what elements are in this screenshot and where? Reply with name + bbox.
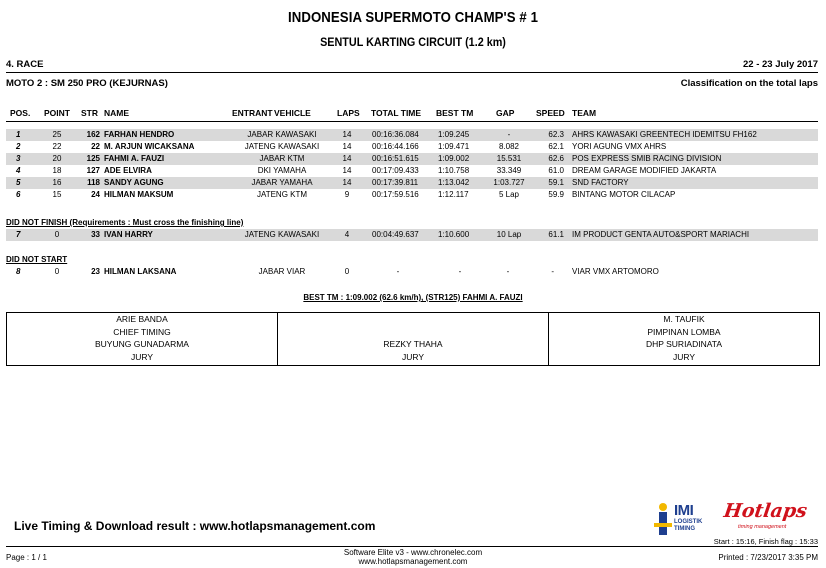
cell-pos: 2 xyxy=(16,142,21,151)
cell-team: POS EXPRESS SMIB RACING DIVISION xyxy=(572,154,722,163)
cell-str: 125 xyxy=(86,154,100,163)
cell-best-tm: 1:09.245 xyxy=(438,130,470,139)
cell-laps: 14 xyxy=(342,154,352,163)
col-team: TEAM xyxy=(572,108,597,118)
cell-point: 18 xyxy=(52,166,62,175)
officials-right xyxy=(549,313,819,365)
cell-best-tm: 1:09.471 xyxy=(438,142,470,151)
cell-total-time: 00:16:36.084 xyxy=(372,130,419,139)
col-best-tm: BEST TM xyxy=(436,108,474,118)
cell-point: 16 xyxy=(52,178,62,187)
official-role: JURY xyxy=(130,351,154,362)
official-name: DHP SURIADINATA xyxy=(645,339,723,349)
live-timing-link[interactable]: Live Timing & Download result : www.hotlapsmanagement.com xyxy=(14,519,376,533)
cell-str: 24 xyxy=(91,190,100,199)
column-header-row xyxy=(6,107,818,119)
event-date: 22 - 23 July 2017 xyxy=(743,59,818,70)
col-entrant: ENTRANT xyxy=(232,108,273,118)
cell-speed: 62.3 xyxy=(548,130,564,139)
cell-name: FAHMI A. FAUZI xyxy=(104,154,165,163)
cell-entrant-vehicle: JABAR YAMAHA xyxy=(251,178,313,187)
imi-logo xyxy=(654,501,718,537)
cell-gap: - xyxy=(506,267,510,276)
cell-pos: 7 xyxy=(16,230,21,239)
cell-team: YORI AGUNG VMX AHRS xyxy=(572,142,667,151)
cell-point: 0 xyxy=(54,267,60,276)
cell-laps: 14 xyxy=(342,166,352,175)
hotlaps-logo-text: Hotlaps xyxy=(722,500,809,522)
official-role: CHIEF TIMING xyxy=(113,326,171,337)
table-row xyxy=(6,189,818,201)
cell-pos: 6 xyxy=(16,190,21,199)
cell-gap: - xyxy=(507,130,511,139)
cell-total-time: 00:17:39.811 xyxy=(372,178,419,187)
dnf-section-title: DID NOT FINISH (Requirements : Must cross the finishing line) xyxy=(6,218,244,227)
official-role xyxy=(278,326,548,339)
official-name: BUYUNG GUNADARMA xyxy=(95,339,189,349)
official-name xyxy=(278,313,548,326)
cell-gap: 33.349 xyxy=(496,166,522,175)
cell-total-time: 00:16:51.615 xyxy=(372,154,419,163)
col-name: NAME xyxy=(104,108,130,118)
cell-point: 25 xyxy=(52,130,62,139)
hotlaps-logo xyxy=(720,500,818,536)
official-name: REZKY THAHA xyxy=(383,339,443,349)
page-subtitle: SENTUL KARTING CIRCUIT (1.2 km) xyxy=(320,35,506,49)
cell-speed: 62.6 xyxy=(548,154,564,163)
cell-entrant-vehicle: JABAR KAWASAKI xyxy=(247,130,317,139)
cell-point: 22 xyxy=(52,142,62,151)
cell-gap: 1:03.727 xyxy=(493,178,525,187)
table-row xyxy=(6,165,818,177)
footer-website: www.hotlapsmanagement.com xyxy=(358,557,468,566)
cell-speed: 59.1 xyxy=(548,178,564,187)
cell-best-tm: 1:12.117 xyxy=(438,190,469,199)
imi-logo-sub-1: LOGISTIK xyxy=(674,519,703,525)
cell-entrant-vehicle: DKI YAMAHA xyxy=(257,166,307,175)
cell-str: 23 xyxy=(91,267,100,276)
officials-table xyxy=(6,312,820,366)
col-pos: POS. xyxy=(10,108,31,118)
imi-logo-text: IMI xyxy=(674,502,694,519)
column-header-divider xyxy=(6,121,818,122)
col-str: STR xyxy=(81,108,98,118)
cell-team: VIAR VMX ARTOMORO xyxy=(572,267,659,276)
cell-entrant-vehicle: JATENG KAWASAKI xyxy=(244,230,320,239)
table-row xyxy=(6,141,818,153)
official-name: ARIE BANDA xyxy=(116,314,168,324)
header-divider xyxy=(6,72,818,73)
cell-laps: 9 xyxy=(344,190,350,199)
cell-str: 162 xyxy=(86,130,100,139)
software-credit: Software Elite v3 - www.chronelec.com xyxy=(343,548,483,557)
page-title: INDONESIA SUPERMOTO CHAMP'S # 1 xyxy=(287,9,539,26)
cell-best-tm: 1:10.758 xyxy=(438,166,470,175)
classification-label: Classification on the total laps xyxy=(680,78,818,89)
cell-entrant-vehicle: JABAR KTM xyxy=(259,154,305,163)
cell-entrant-vehicle: JATENG KAWASAKI xyxy=(244,142,320,151)
official-role: JURY xyxy=(401,351,425,362)
col-point: POINT xyxy=(44,108,70,118)
cell-team: AHRS KAWASAKI GREENTECH IDEMITSU FH162 xyxy=(572,130,757,139)
official-role: PIMPINAN LOMBA xyxy=(647,326,721,337)
cell-name: HILMAN MAKSUM xyxy=(104,190,174,199)
col-gap: GAP xyxy=(496,108,515,118)
officials-left xyxy=(7,313,277,365)
cell-team: IM PRODUCT GENTA AUTO&SPORT MARIACHI xyxy=(572,230,750,239)
dns-section-title: DID NOT START xyxy=(6,255,68,264)
cell-speed: 62.1 xyxy=(548,142,564,151)
cell-total-time: 00:17:59.516 xyxy=(372,190,419,199)
best-time-summary: BEST TM : 1:09.002 (62.6 km/h), (STR125) FAHMI A. FAUZI xyxy=(303,293,523,302)
imi-logo-sub-2: TIMING xyxy=(674,526,695,532)
col-total-time: TOTAL TIME xyxy=(371,108,422,118)
printed-timestamp: Printed : 7/23/2017 3:35 PM xyxy=(718,553,818,562)
cell-speed: 59.9 xyxy=(548,190,564,199)
cell-name: HILMAN LAKSANA xyxy=(104,267,177,276)
col-laps: LAPS xyxy=(337,108,360,118)
hotlaps-logo-tagline: timing management xyxy=(738,524,787,530)
cell-entrant-vehicle: JATENG KTM xyxy=(256,190,308,199)
cell-pos: 5 xyxy=(16,178,21,187)
class-label: MOTO 2 : SM 250 PRO (KEJURNAS) xyxy=(6,78,168,89)
cell-laps: 4 xyxy=(344,230,350,239)
cell-best-tm: 1:10.600 xyxy=(438,230,470,239)
cell-pos: 3 xyxy=(16,154,21,163)
table-row xyxy=(6,266,818,278)
cell-str: 118 xyxy=(87,178,100,187)
cell-name: SANDY AGUNG xyxy=(104,178,164,187)
cell-point: 0 xyxy=(54,230,60,239)
official-role: JURY xyxy=(672,351,696,362)
table-row xyxy=(6,177,818,189)
cell-laps: 14 xyxy=(342,142,352,151)
cell-point: 15 xyxy=(52,190,62,199)
cell-team: SND FACTORY xyxy=(572,178,629,187)
col-vehicle: VEHICLE xyxy=(274,108,311,118)
cell-pos: 4 xyxy=(16,166,21,175)
cell-str: 33 xyxy=(91,230,100,239)
cell-name: M. ARJUN WICAKSANA xyxy=(104,142,195,151)
cell-pos: 8 xyxy=(16,267,21,276)
cell-gap: 10 Lap xyxy=(496,230,522,239)
cell-gap: 8.082 xyxy=(498,142,520,151)
table-row xyxy=(6,229,818,241)
session-label: 4. RACE xyxy=(6,59,44,70)
table-row xyxy=(6,153,818,165)
start-finish-times: Start : 15:16, Finish flag : 15:33 xyxy=(713,537,818,546)
cell-laps: 14 xyxy=(342,130,352,139)
cell-gap: 5 Lap xyxy=(498,190,520,199)
cell-laps: 14 xyxy=(342,178,352,187)
cell-speed: - xyxy=(551,267,554,276)
cell-str: 127 xyxy=(86,166,100,175)
cell-name: IVAN HARRY xyxy=(104,230,153,239)
cell-point: 20 xyxy=(52,154,62,163)
cell-total-time: - xyxy=(396,267,400,276)
cell-best-tm: - xyxy=(458,267,462,276)
official-name: M. TAUFIK xyxy=(663,314,705,324)
cell-name: ADE ELVIRA xyxy=(104,166,152,175)
col-speed: SPEED xyxy=(536,108,565,118)
officials-middle xyxy=(277,313,549,365)
cell-name: FARHAN HENDRO xyxy=(104,130,175,139)
cell-total-time: 00:17:09.433 xyxy=(372,166,419,175)
cell-entrant-vehicle: JABAR VIAR xyxy=(258,267,306,276)
cell-laps: 0 xyxy=(344,267,350,276)
cell-str: 22 xyxy=(91,142,100,151)
cell-best-tm: 1:09.002 xyxy=(438,154,470,163)
cell-gap: 15.531 xyxy=(496,154,522,163)
cell-pos: 1 xyxy=(16,130,21,139)
cell-speed: 61.1 xyxy=(548,230,564,239)
cell-team: BINTANG MOTOR CILACAP xyxy=(572,190,676,199)
footer-divider xyxy=(6,546,818,547)
cell-best-tm: 1:13.042 xyxy=(438,178,470,187)
cell-team: DREAM GARAGE MODIFIED JAKARTA xyxy=(572,166,717,175)
cell-total-time: 00:16:44.166 xyxy=(372,142,419,151)
table-row xyxy=(6,129,818,141)
page-number: Page : 1 / 1 xyxy=(6,553,47,562)
cell-speed: 61.0 xyxy=(548,166,564,175)
cell-total-time: 00:04:49.637 xyxy=(372,230,419,239)
